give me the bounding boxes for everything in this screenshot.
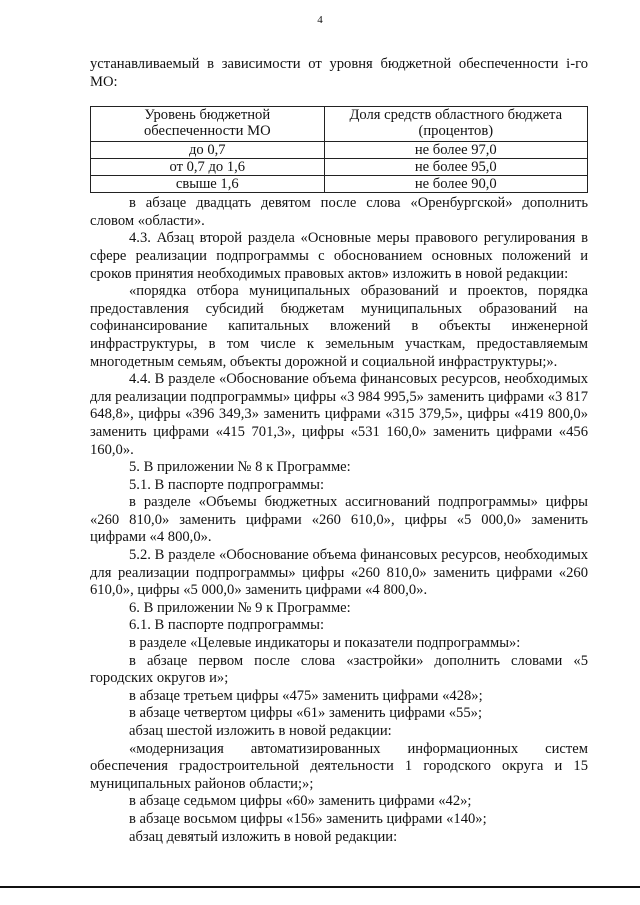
paragraph: 4.3. Абзац второй раздела «Основные меры правового регулирования в сфере реализации подпрограммы с обоснованием основных положений и сроков принятия необходимых правовых актов» изложить в новой редакции: bbox=[90, 230, 588, 282]
paragraph: абзац шестой изложить в новой редакции: bbox=[129, 723, 392, 739]
paragraph: в абзаце восьмом цифры «156» заменить цифрами «140»; bbox=[129, 810, 487, 827]
table-cell: не более 95,0 bbox=[324, 159, 587, 176]
page-number: 4 bbox=[317, 14, 323, 26]
paragraph: в абзаце двадцать девятом после слова «Оренбургской» дополнить словом «области». bbox=[90, 195, 588, 229]
table-row bbox=[91, 176, 588, 193]
paragraph: 6.1. В паспорте подпрограммы: bbox=[129, 617, 325, 634]
table-cell: не более 90,0 bbox=[324, 176, 587, 193]
paragraph: в разделе «Целевые индикаторы и показатели подпрограммы»: bbox=[129, 635, 521, 652]
table-cell: от 0,7 до 1,6 bbox=[91, 159, 325, 176]
paragraph: в абзаце первом после слова «застройки» дополнить словами «5 городских округов и»; bbox=[90, 652, 588, 687]
paragraph: абзац девятый изложить в новой редакции: bbox=[129, 828, 398, 845]
paragraph: 5.2. В разделе «Обоснование объема финансовых ресурсов, необходимых для реализации подпрограммы» цифры «260 810,0» заменить цифрами «260 610,0», цифры «5 000,0» заменить цифрами «4 800,0». bbox=[90, 547, 588, 599]
paragraph: в абзаце третьем цифры «475» заменить цифрами «428»; bbox=[129, 687, 483, 704]
table-cell: свыше 1,6 bbox=[91, 176, 325, 193]
paragraph: в абзаце седьмом цифры «60» заменить цифрами «42»; bbox=[129, 793, 472, 810]
paragraph: 5.1. В паспорте подпрограммы: bbox=[129, 476, 325, 493]
page-bottom-rule bbox=[0, 886, 640, 888]
paragraph: «модернизация автоматизированных информационных систем обеспечения градостроительной деятельности 1 городского округа и 15 муниципальных районов области;»; bbox=[90, 740, 588, 792]
budget-share-table bbox=[90, 106, 588, 193]
table-cell: до 0,7 bbox=[91, 142, 325, 159]
paragraph: 4.4. В разделе «Обоснование объема финансовых ресурсов, необходимых для реализации подпрограммы» цифры «3 984 995,5» заменить цифрами «3 817 648,8», цифры «396 349,3» заменить цифрами «315 379,5», цифры «419 800,0» заменить цифрами «415 701,3», цифры «531 160,0» заменить цифрами «456 160,0». bbox=[90, 371, 588, 458]
intro-paragraph: устанавливаемый в зависимости от уровня бюджетной обеспеченности i-го МО: bbox=[90, 56, 588, 90]
paragraph: «порядка отбора муниципальных образований и проектов, порядка предоставления субсидий бюджетам муниципальных образований на софинансирование капитальных вложений в объекты инженерной инфраструктуры, в том числе к земельным участкам, предоставляемым многодетным семьям, объекты дорожной и социальной инфраструктуры;». bbox=[90, 283, 588, 370]
table-header-cell: Уровень бюджетной обеспеченности МО bbox=[91, 107, 325, 142]
table-cell: не более 97,0 bbox=[324, 142, 587, 159]
table-row bbox=[91, 142, 588, 159]
paragraph: 6. В приложении № 9 к Программе: bbox=[129, 599, 351, 616]
table-header-cell: Доля средств областного бюджета (процентов) bbox=[324, 107, 587, 142]
paragraph: в разделе «Объемы бюджетных ассигнований подпрограммы» цифры «260 810,0» заменить цифрами «260 610,0», цифры «5 000,0» заменить цифрами «4 800,0». bbox=[90, 494, 588, 546]
paragraph: в абзаце четвертом цифры «61» заменить цифрами «55»; bbox=[129, 705, 482, 722]
paragraph: 5. В приложении № 8 к Программе: bbox=[129, 459, 351, 476]
table-header-row bbox=[91, 107, 588, 142]
document-body bbox=[90, 56, 588, 846]
table-row bbox=[91, 159, 588, 176]
